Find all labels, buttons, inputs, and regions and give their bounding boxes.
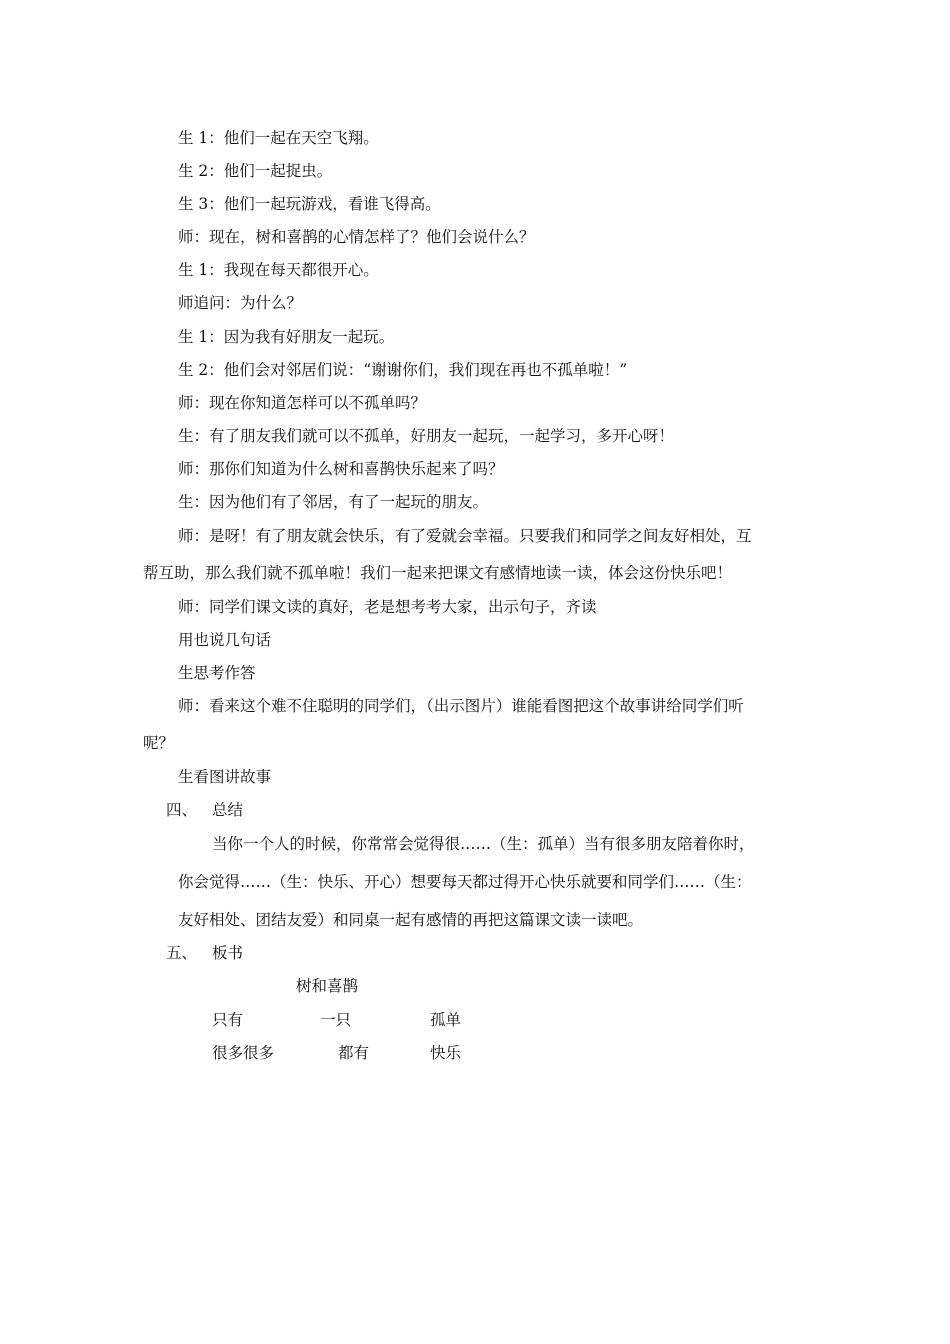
board-cell: 孤单 — [430, 1011, 462, 1029]
summary-line: 当你一个人的时候，你常常会觉得很……（生：孤单）当有很多朋友陪着你时， — [212, 835, 755, 853]
dialogue-line: 师：同学们课文读的真好，老是想考考大家，出示句子，齐读 — [178, 598, 597, 616]
dialogue-line: 师：那你们知道为什么树和喜鹊快乐起来了吗？ — [178, 460, 504, 478]
paragraph-line: 师：是呀！有了朋友就会快乐，有了爱就会幸福。只要我们和同学之间友好相处，互 — [178, 527, 752, 545]
dialogue-line: 生 1：他们一起在天空飞翔。 — [178, 129, 379, 147]
dialogue-line: 生看图讲故事 — [178, 768, 272, 786]
dialogue-line: 师追问：为什么？ — [178, 294, 303, 312]
dialogue-line: 生 1：我现在每天都很开心。 — [178, 261, 379, 279]
dialogue-line: 生 2：他们一起捉虫。 — [178, 162, 333, 180]
dialogue-line: 生 1：因为我有好朋友一起玩。 — [178, 328, 395, 346]
section-number: 四、 — [166, 801, 198, 819]
dialogue-line: 生 3：他们一起玩游戏，看谁飞得高。 — [178, 195, 441, 213]
paragraph-line: 师：看来这个难不住聪明的同学们，（出示图片）谁能看图把这个故事讲给同学们听 — [178, 697, 744, 715]
board-cell: 很多很多 — [212, 1044, 275, 1062]
board-cell: 只有 — [212, 1011, 244, 1029]
dialogue-line: 生：有了朋友我们就可以不孤单，好朋友一起玩，一起学习，多开心呀！ — [178, 427, 675, 445]
dialogue-line: 师：现在，树和喜鹊的心情怎样了？他们会说什么？ — [178, 228, 535, 246]
dialogue-line: 生思考作答 — [178, 664, 256, 682]
section-heading: 总结 — [212, 801, 244, 819]
summary-line: 你会觉得……（生：快乐、开心）想要每天都过得开心快乐就要和同学们……（生： — [178, 873, 752, 891]
board-cell: 都有 — [338, 1044, 370, 1062]
dialogue-line: 生 2：他们会对邻居们说：“谢谢你们，我们现在再也不孤单啦！” — [178, 361, 628, 379]
section-heading: 板书 — [212, 944, 244, 962]
dialogue-line: 用也说几句话 — [178, 631, 272, 649]
board-cell: 快乐 — [430, 1044, 462, 1062]
board-cell: 一只 — [320, 1011, 352, 1029]
summary-line: 友好相处、团结友爱）和同桌一起有感情的再把这篇课文读一读吧。 — [178, 911, 644, 929]
section-number: 五、 — [166, 944, 198, 962]
board-title: 树和喜鹊 — [296, 977, 359, 995]
dialogue-line: 生：因为他们有了邻居，有了一起玩的朋友。 — [178, 493, 489, 511]
paragraph-line: 帮互助，那么我们就不孤单啦！我们一起来把课文有感情地读一读，体会这份快乐吧！ — [143, 564, 733, 582]
paragraph-line: 呢？ — [143, 734, 175, 752]
dialogue-line: 师：现在你知道怎样可以不孤单吗？ — [178, 394, 427, 412]
